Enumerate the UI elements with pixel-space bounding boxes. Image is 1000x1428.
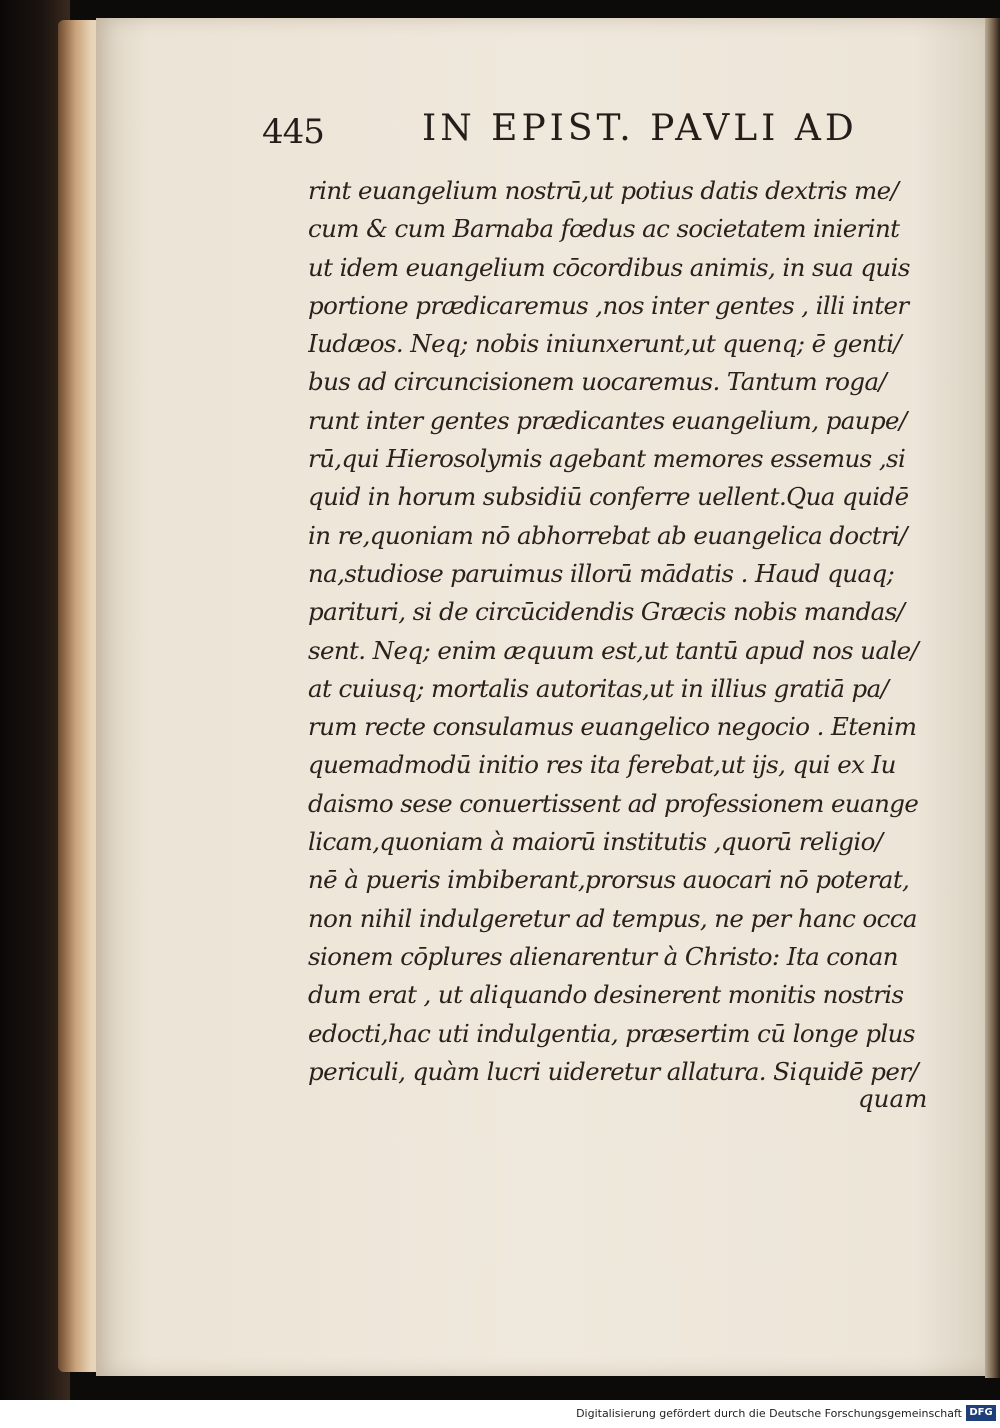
text-line: sent. Neq; enim æquum est,ut tantū apud nos uale/ <box>308 635 919 665</box>
dfg-logo: DFG <box>966 1405 996 1421</box>
page-right-edge <box>985 18 1000 1378</box>
page-number: 445 <box>262 112 324 152</box>
text-line: at cuiusq; mortalis autoritas,ut in illius gratiā pa/ <box>308 673 889 703</box>
text-line: cum & cum Barnaba fœdus ac societatem inierint <box>308 214 900 244</box>
running-head: IN EPIST. PAVLI AD <box>422 108 858 149</box>
text-line: rum recte consulamus euangelico negocio . Etenim <box>308 712 917 742</box>
catchword: quam <box>858 1084 928 1113</box>
text-line: rint euangelium nostrū,ut potius datis dextris me/ <box>308 176 899 205</box>
text-line: non nihil indulgeretur ad tempus, ne per hanc occa <box>308 903 917 933</box>
page-header <box>262 108 902 158</box>
text-line: daismo sese conuertissent ad professionem euange <box>308 788 919 818</box>
text-line: parituri, si de circūcidendis Græcis nobis mandas/ <box>308 597 905 627</box>
text-line: quid in horum subsidiū conferre uellent.Qua quidē <box>308 482 909 512</box>
text-line: licam,quoniam à maiorū institutis ,quorū religio/ <box>308 827 883 857</box>
text-line: quemadmodū initio res ita ferebat,ut ijs, qui ex Iu <box>308 750 896 780</box>
text-line: edocti,hac uti indulgentia, præsertim cū longe plus <box>308 1018 915 1048</box>
text-line: ut idem euangelium cōcordibus animis, in sua quis <box>308 252 910 282</box>
text-line: portione prædicaremus ,nos inter gentes , illi inter <box>308 290 909 320</box>
text-line: Iudæos. Neq; nobis iniunxerunt,ut quenq; ē genti/ <box>308 329 902 359</box>
footer-credit: Digitalisierung gefördert durch die Deutsche Forschungsgemeinschaft <box>576 1407 962 1420</box>
footer-bar <box>0 1400 1000 1428</box>
text-line: rū,qui Hierosolymis agebant memores essemus ,si <box>308 444 906 474</box>
text-line: dum erat , ut aliquando desinerent monitis nostris <box>308 980 904 1010</box>
text-line: nē à pueris imbiberant,prorsus auocari nō poterat, <box>308 865 910 895</box>
text-line: runt inter gentes prædicantes euangelium, paupe/ <box>308 405 907 435</box>
text-line: na,studiose paruimus illorū mādatis . Haud quaq; <box>308 558 895 588</box>
text-line: bus ad circuncisionem uocaremus. Tantum roga/ <box>308 367 887 397</box>
text-line: periculi, quàm lucri uideretur allatura. Siquidē per/ <box>308 1056 919 1086</box>
text-line: sionem cōplures alienarentur à Christo: Ita conan <box>308 941 898 971</box>
body-text <box>308 172 938 1091</box>
text-line: in re,quoniam nō abhorrebat ab euangelica doctri/ <box>308 520 907 550</box>
